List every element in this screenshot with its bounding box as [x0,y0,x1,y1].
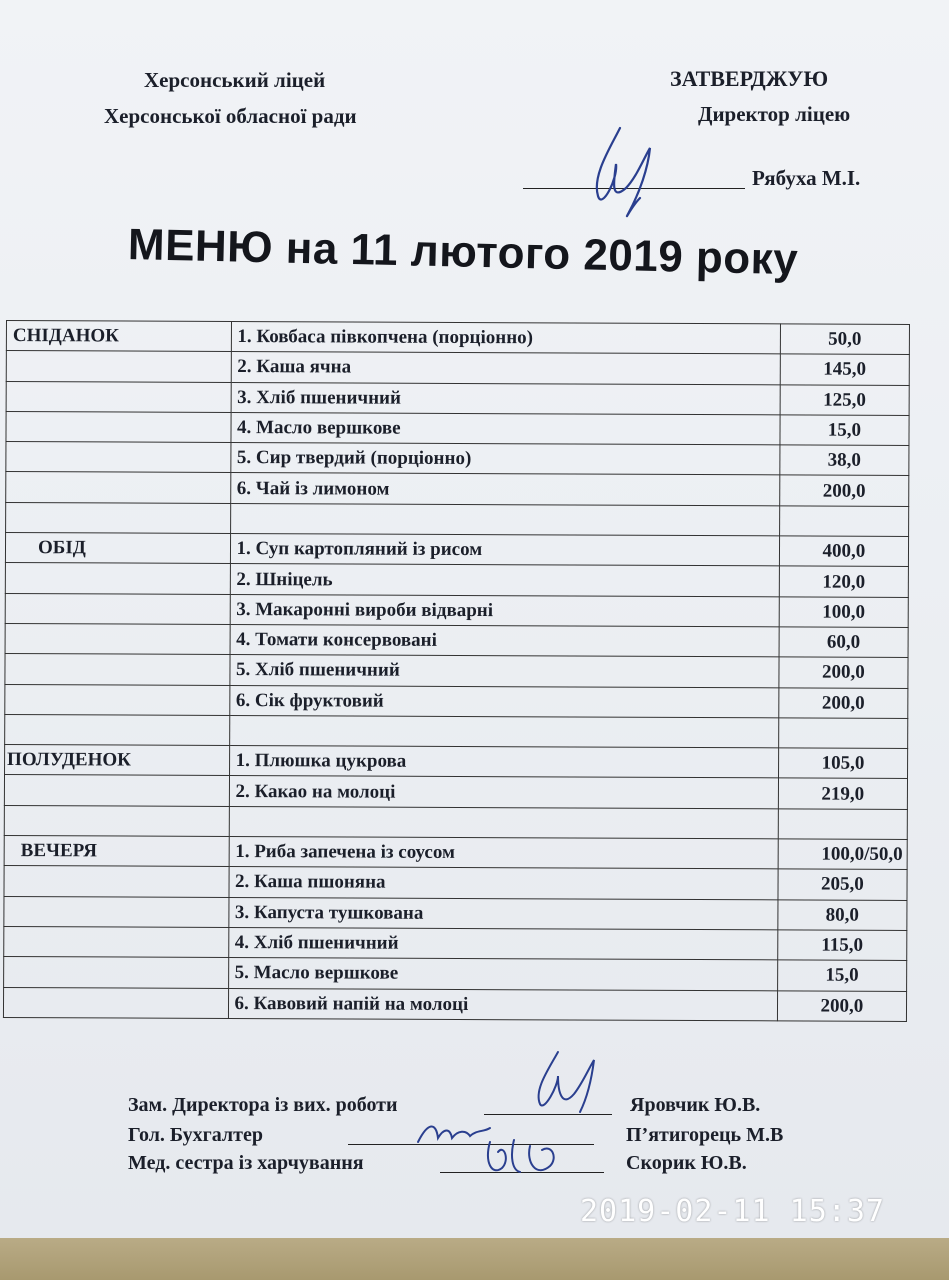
menu-item-qty: 80,0 [778,900,907,931]
menu-item: 2. Каша ячна [231,352,780,385]
menu-item-qty: 50,0 [780,324,909,355]
menu-item-qty: 205,0 [778,869,907,900]
spacer-row [4,805,907,839]
table-row [6,351,909,385]
menu-item: 1. Риба запечена із соусом [229,837,778,870]
menu-item-qty: 100,0/50,0 [778,839,907,870]
table-row [6,411,909,445]
table-row [6,472,909,506]
menu-item-qty: 200,0 [779,687,908,718]
table-row [5,654,908,688]
menu-item-qty: 145,0 [780,354,909,385]
table-row [6,321,909,355]
table-row [6,381,909,415]
table-row [6,442,909,476]
menu-item: 2. Какао на молоці [229,776,778,809]
menu-item-qty: 105,0 [778,748,907,779]
menu-item: 1. Суп картопляний із рисом [230,534,779,567]
nurse-signature [480,1122,570,1192]
table-row [5,563,908,597]
menu-item-qty: 15,0 [780,415,909,446]
menu-item-qty: 60,0 [779,627,908,658]
menu-item-qty: 400,0 [779,536,908,567]
menu-item-qty: 219,0 [778,778,907,809]
menu-item-qty: 115,0 [778,930,907,961]
signer-role-deputy: Зам. Директора із вих. роботи [128,1094,398,1116]
menu-item: 6. Сік фруктовий [229,685,778,718]
menu-item-qty: 120,0 [779,566,908,597]
signer-name-nurse: Скорик Ю.В. [626,1152,747,1174]
photo-timestamp: 2019-02-11 15:37 [580,1194,885,1229]
deputy-signature [518,1046,618,1116]
table-row [4,896,907,930]
menu-item: 4. Томати консервовані [230,624,779,657]
menu-item: 3. Капуста тушкована [228,897,777,930]
section-label-dinner: ВЕЧЕРЯ [4,836,229,867]
menu-item: 2. Каша пшоняна [229,867,778,900]
menu-item-qty: 200,0 [777,990,906,1021]
section-label-lunch: ОБІД [5,533,230,564]
menu-item-qty: 125,0 [780,384,909,415]
table-row [4,775,907,809]
menu-item: 2. Шніцель [230,564,779,597]
table-row [4,957,907,991]
school-name-line1: Херсонський ліцей [144,68,326,92]
section-label-snack: ПОЛУДЕНОК [5,745,230,776]
menu-item: 6. Чай із лимоном [230,473,779,506]
page-title: МЕНЮ на 11 лютого 2019 року [127,220,799,285]
menu-item: 6. Кавовий напій на молоці [228,988,777,1021]
table-row [3,987,906,1021]
table-row [5,533,908,567]
menu-item: 4. Хліб пшеничний [228,927,777,960]
menu-item-qty: 200,0 [779,657,908,688]
menu-item: 4. Масло вершкове [230,412,779,445]
menu-item-qty: 100,0 [779,597,908,628]
table-row [5,593,908,627]
spacer-row [6,502,909,536]
table-row [4,836,907,870]
table-row [5,684,908,718]
signer-role-nurse: Мед. сестра із харчування [128,1152,364,1174]
menu-item: 5. Хліб пшеничний [229,655,778,688]
menu-item: 3. Макаронні вироби відварні [230,594,779,627]
table-surface [0,1238,949,1280]
signer-name-accountant: П’ятигорець М.В [626,1124,784,1146]
menu-item: 5. Масло вершкове [228,958,777,991]
director-signature [570,118,680,228]
table-row [5,745,908,779]
approve-heading: ЗАТВЕРДЖУЮ [670,66,829,91]
menu-item-qty: 38,0 [780,445,909,476]
menu-item: 1. Плюшка цукрова [229,746,778,779]
menu-item: 5. Сир твердий (порціонно) [230,443,779,476]
approver-role: Директор ліцею [698,102,851,126]
menu-item: 3. Хліб пшеничний [231,382,780,415]
table-row [4,866,907,900]
section-label-breakfast: СНІДАНОК [6,321,231,352]
approver-name: Рябуха М.І. [752,166,861,190]
signer-name-deputy: Яровчик Ю.В. [630,1094,761,1116]
menu-item: 1. Ковбаса півкопчена (порціонно) [231,321,780,354]
menu-table [3,320,910,1022]
table-row [5,623,908,657]
table-row [4,926,907,960]
school-name-line2: Херсонської обласної ради [104,104,357,128]
spacer-row [5,714,908,748]
signer-role-accountant: Гол. Бухгалтер [128,1124,263,1146]
menu-item-qty: 15,0 [777,960,906,991]
menu-item-qty: 200,0 [779,475,908,506]
